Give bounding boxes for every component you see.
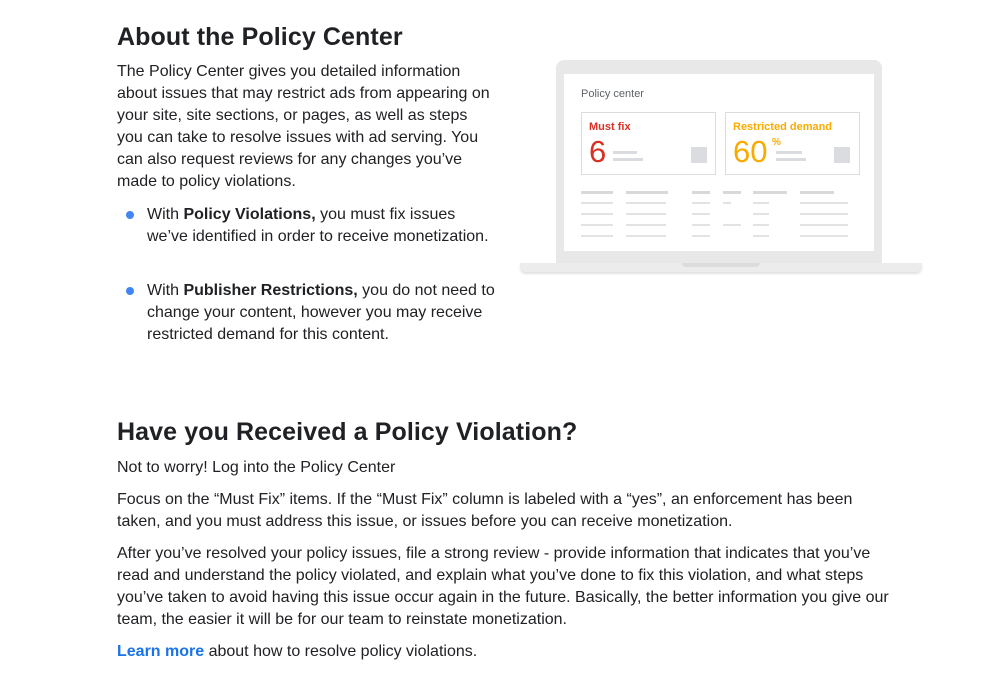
bullet-dot (126, 287, 134, 295)
about-heading: About the Policy Center (117, 23, 403, 51)
must-fix-card (581, 112, 716, 175)
placeholder-line (613, 151, 637, 154)
learn-more-paragraph (117, 641, 897, 663)
resolve-review-paragraph: After you’ve resolved your policy issues, file a strong review - provide information that indicates that you’ve read and understand the policy violated, and explain what you’ve done to fix this violation, and what steps you’ve taken to avoid having this issue occur again in the future. Basically, the better information you give our team, the easier it will be for our team to reinstate monetization. (117, 545, 889, 628)
bullet-dot (126, 211, 134, 219)
bullet-text: you do not need to change your content, however you may receive restricted demand for this content. (147, 282, 495, 343)
placeholder-line (776, 158, 806, 161)
bullet-policy-violations (147, 204, 497, 248)
laptop-screen (564, 74, 874, 251)
policy-center-laptop-illustration (520, 60, 922, 275)
bullet-term: Policy Violations, (183, 206, 316, 223)
restricted-demand-value: 60 (733, 134, 768, 169)
must-fix-label: Must fix (589, 121, 631, 133)
must-fix-value: 6 (589, 134, 607, 169)
learn-more-link[interactable]: Learn more (117, 643, 205, 660)
bullet-text: you must fix issues we’ve identified in order to receive monetization. (147, 206, 489, 245)
laptop-notch (682, 263, 760, 267)
placeholder-line (776, 151, 802, 154)
illustration-title: Policy center (581, 88, 644, 100)
restricted-demand-label: Restricted demand (733, 121, 833, 133)
placeholder-line (613, 158, 643, 161)
restricted-demand-card (725, 112, 860, 175)
placeholder-square (834, 147, 850, 163)
intro-paragraph: The Policy Center gives you detailed information about issues that may restrict ads from appearing on your site, site sections, or pages, as well as steps you can take to resolve issues with ad serving. You can also request reviews for any changes you’ve made to policy violations. (117, 63, 490, 190)
placeholder-square (691, 147, 707, 163)
bullet-prefix: With (147, 206, 184, 223)
policy-violation-heading: Have you Received a Policy Violation? (117, 418, 578, 446)
bullet-term: Publisher Restrictions, (183, 282, 358, 299)
restricted-demand-unit: % (772, 137, 781, 148)
bullet-publisher-restrictions (147, 280, 497, 346)
focus-must-fix-paragraph: Focus on the “Must Fix” items. If the “Must Fix” column is labeled with a “yes”, an enforcement has been taken, and you must address this issue, or issues before you can receive monetization. (117, 491, 853, 530)
not-to-worry-paragraph: Not to worry! Log into the Policy Center (117, 459, 396, 476)
bullet-prefix: With (147, 282, 184, 299)
learn-more-text: about how to resolve policy violations. (204, 643, 478, 660)
